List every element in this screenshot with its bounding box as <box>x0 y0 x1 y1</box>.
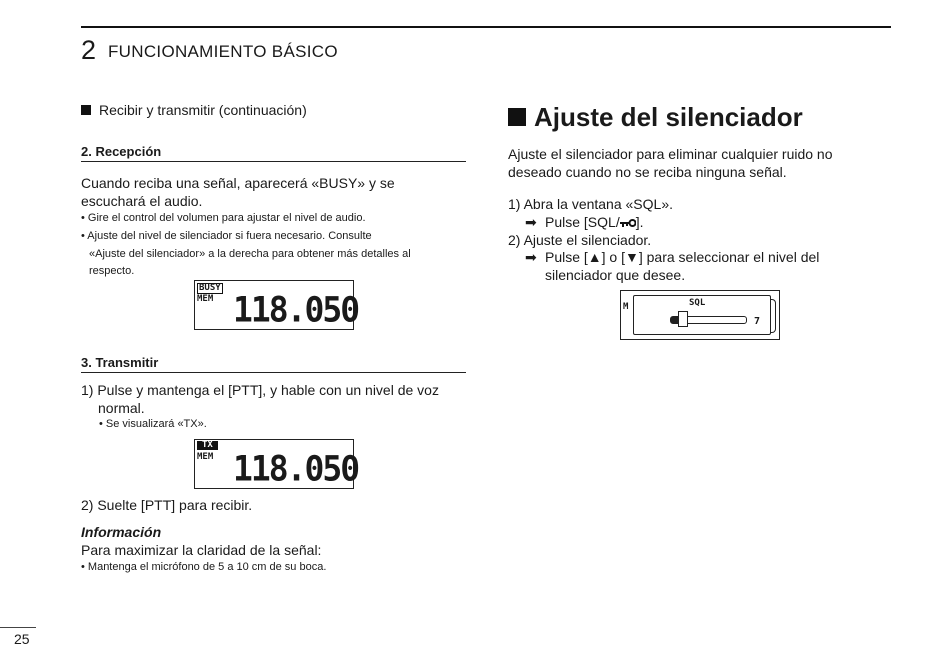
reception-bullet-2b: «Ajuste del silenciador» a la derecha para obtener más detalles al <box>89 248 411 260</box>
sql-label: SQL <box>689 298 706 308</box>
sql-slider-knob <box>678 311 688 327</box>
header-rule <box>81 26 891 28</box>
reception-rule <box>81 161 466 162</box>
square-bullet-icon <box>508 108 526 126</box>
intro-line-2: deseado cuando no se reciba ninguna señal. <box>508 164 787 180</box>
section-heading <box>508 100 803 134</box>
lcd-frequency: 118.050 <box>233 288 359 330</box>
sql-step-1: 1) Abra la ventana «SQL». <box>508 196 673 212</box>
square-bullet-icon <box>81 105 91 115</box>
busy-indicator: BUSY <box>199 283 221 293</box>
reception-text-2: escuchará el audio. <box>81 193 203 209</box>
info-heading: Información <box>81 524 162 540</box>
tx-indicator: TX <box>197 441 218 450</box>
reception-bullet-2a: • Ajuste del nivel de silenciador si fuera necesario. Consulte <box>81 230 372 242</box>
lcd-sql-display <box>620 290 780 340</box>
intro-line-1: Ajuste el silenciador para eliminar cualquier ruido no <box>508 146 833 162</box>
mem-indicator: MEM <box>197 452 214 462</box>
mem-indicator: MEM <box>197 294 214 304</box>
transmit-note: • Se visualizará «TX». <box>99 418 207 430</box>
sql-step-2-sub-text-1: Pulse [▲] o [▼] para seleccionar el nivel del <box>545 249 820 265</box>
reception-bullet-2c: respecto. <box>89 265 135 277</box>
sql-window <box>633 295 771 335</box>
page-number-rule <box>0 627 36 628</box>
mode-indicator: M <box>623 302 629 312</box>
transmit-rule <box>81 372 466 373</box>
chapter-title: FUNCIONAMIENTO BÁSICO <box>108 42 338 61</box>
lcd-busy-display <box>194 280 359 330</box>
arrow-right-icon: ➡ <box>525 249 537 265</box>
lcd-bracket <box>770 299 776 333</box>
sql-step-1-sub-end: ]. <box>635 214 644 230</box>
reception-bullet-1: • Gire el control del volumen para ajustar el nivel de audio. <box>81 212 366 224</box>
reception-text-1: Cuando reciba una señal, aparecerá «BUSY» y se <box>81 175 395 191</box>
sql-step-2-sub-text-2: silenciador que desee. <box>545 267 686 283</box>
sql-level-value: 7 <box>754 316 761 327</box>
continuation-heading <box>81 102 307 118</box>
sql-step-1-sub-text: Pulse [SQL/ <box>545 214 620 230</box>
info-text: Para maximizar la claridad de la señal: <box>81 542 322 558</box>
key-lock-icon <box>620 218 636 228</box>
sql-step-2-sub <box>525 248 819 266</box>
transmit-step-2: 2) Suelte [PTT] para recibir. <box>81 497 253 513</box>
transmit-step-1a: 1) Pulse y mantenga el [PTT], y hable con un nivel de voz <box>81 382 439 398</box>
continuation-text: Recibir y transmitir (continuación) <box>99 102 307 118</box>
arrow-right-icon: ➡ <box>525 214 537 230</box>
transmit-heading: 3. Transmitir <box>81 355 159 370</box>
transmit-step-1b: normal. <box>98 400 145 416</box>
reception-heading: 2. Recepción <box>81 144 162 159</box>
lcd-tx-display <box>194 439 359 489</box>
page-number: 25 <box>14 631 30 647</box>
sql-step-2: 2) Ajuste el silenciador. <box>508 232 652 248</box>
sql-step-1-sub <box>525 213 643 231</box>
section-heading-text: Ajuste del silenciador <box>534 102 803 132</box>
chapter-number: 2 <box>81 35 97 65</box>
lcd-frequency: 118.050 <box>233 447 359 489</box>
info-bullet: • Mantenga el micrófono de 5 a 10 cm de su boca. <box>81 561 327 573</box>
